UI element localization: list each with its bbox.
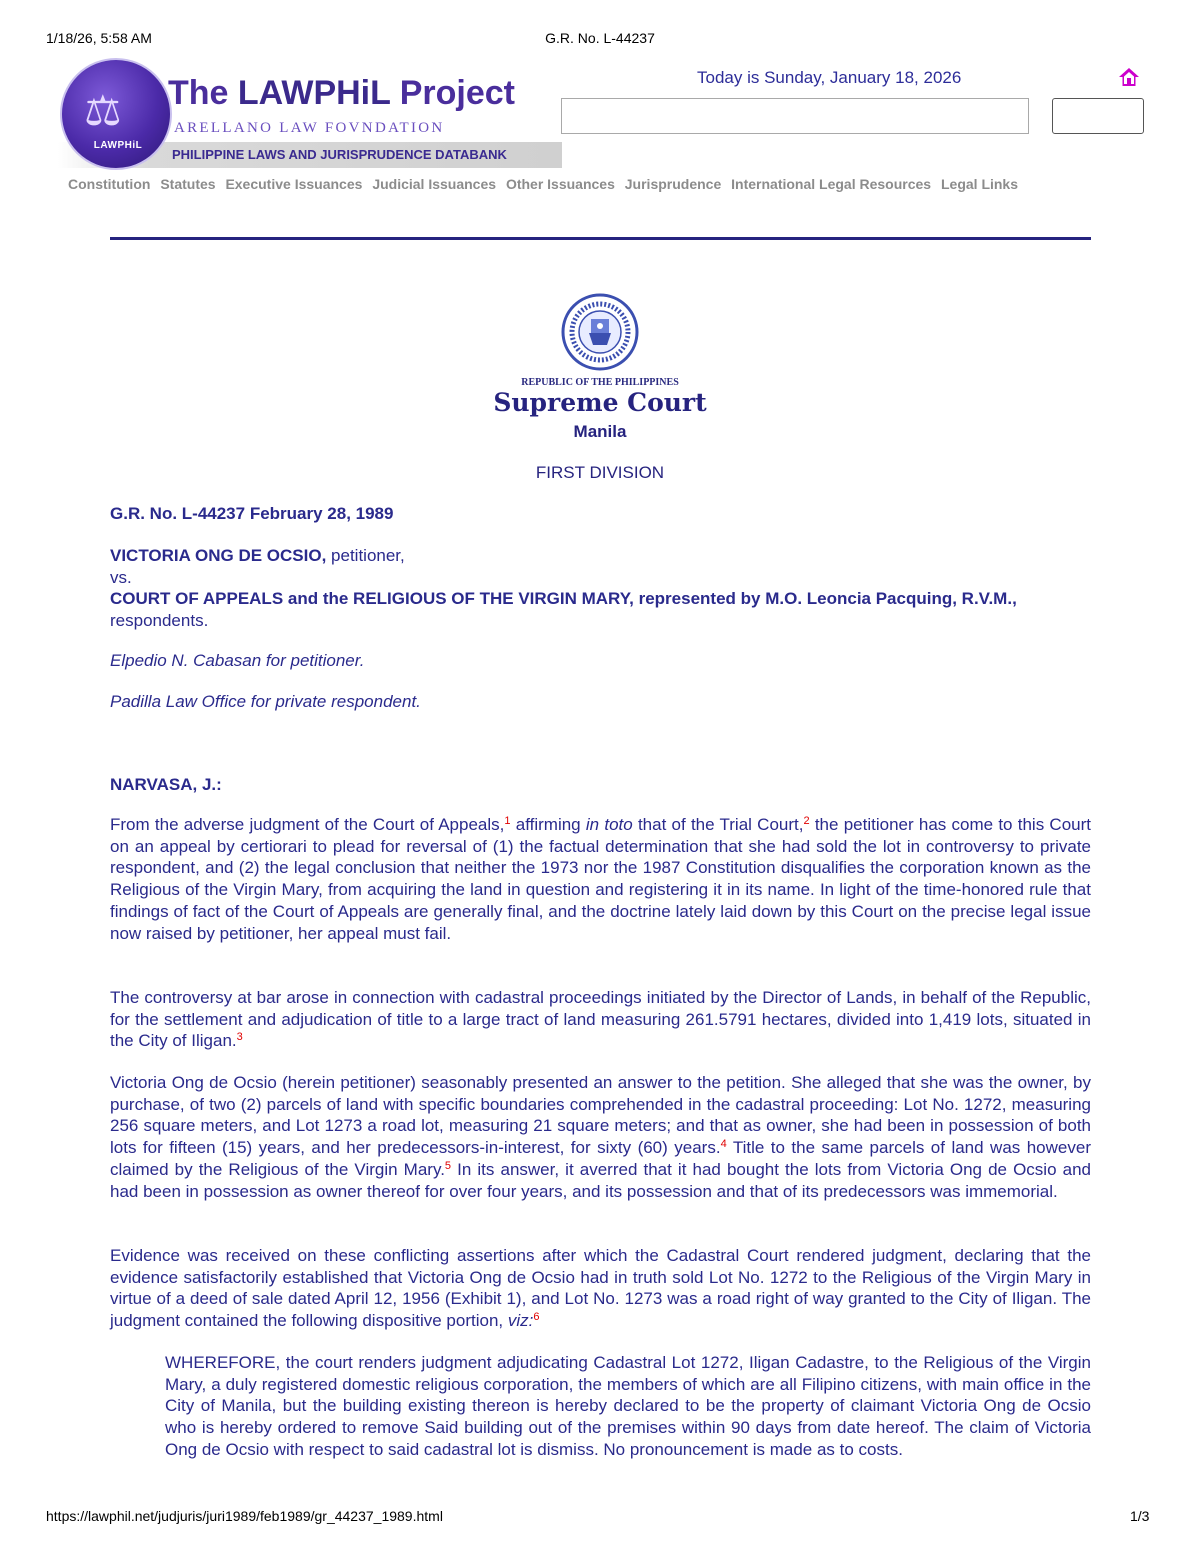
header-divider (110, 237, 1091, 240)
nav-constitution[interactable]: Constitution (68, 176, 151, 192)
search-button[interactable] (1052, 98, 1144, 134)
scales-of-justice-icon: ⚖ (84, 86, 122, 135)
case-number: G.R. No. L-44237 February 28, 1989 (110, 504, 394, 523)
logo-emblem-text: LAWPHiL (93, 140, 143, 151)
footnote-link-4[interactable]: 4 (720, 1138, 727, 1151)
nav-statutes[interactable]: Statutes (160, 176, 216, 192)
logo-subtitle: ARELLANO LAW FOVNDATION (174, 120, 445, 136)
paragraph-3: Victoria Ong de Ocsio (herein petitioner) seasonably presented an answer to the petition. She alleged that she was the owner, by purchase, of two (2) parcels of land with specific boundaries comprehended in the cadastral proceeding: Lot No. 1272, measuring 256 square meters, and Lot 1273 a road lot, measuring 21 square meters; and that as owner, she had been in possession of both lots for fifteen (15) years, and her predecessors-in-interest, for sixty (60) years.$^4$ Title to the same parcels of land was however claimed by the Religious of the Virgin Mary.$^5$ In its answer, it averred that it had bought the lots from Victoria Ong de Ocsio and had been in possession as owner thereof for over four years, and its possession and that of its predecessors was immemorial. (110, 1073, 1091, 1201)
footnote-link-2[interactable]: 2 (803, 815, 810, 827)
respondents-role: respondents. (110, 611, 209, 631)
paragraph-1: From the adverse judgment of the Court of Appeals,$^1$ affirming in toto that of the Trial Court,$^2$ the petitioner has come to this Court on an appeal by certiorari to plead for reversal of (1) the factual determination that she had sold the lot in controversy to private respondent, and (2) the legal conclusion that neither the 1973 nor the 1987 Constitution disqualifies the corporation known as the Religious of the Virgin Mary, from acquiring the land in question and registering it in its name. In light of the time-honored rule that findings of fact of the Court of Appeals are generally final, and the doctrine lately laid down by this Court on the precise legal issue now raised by petitioner, her appeal must fail. (110, 815, 1091, 943)
versus: vs. (110, 567, 132, 587)
republic-label: REPUBLIC OF THE PHILIPPINES (521, 377, 679, 388)
case-parties (110, 545, 1091, 632)
site-logo[interactable] (58, 58, 562, 170)
footnote-link-5[interactable]: 5 (444, 1159, 452, 1172)
division-label: FIRST DIVISION (535, 463, 665, 482)
dispositive-quote: WHEREFORE, the court renders judgment adjudicating Cadastral Lot 1272, Iligan Cadastre, to the Religious of the Virgin Mary, a duly registered domestic religious corporation, the members of which are all Filipino citizens, with main office in the City of Manila, but the building existing thereon is hereby declared to be the property of claimant Victoria Ong de Ocsio who is hereby ordered to remove Said building out of the premises within 90 days from date hereof. The claim of Victoria Ong de Ocsio with respect to said cadastral lot is dismiss. No pronouncement is made as to costs. (165, 1353, 1091, 1459)
home-icon[interactable] (1118, 66, 1140, 88)
today-date: Today is Sunday, January 18, 2026 (697, 68, 962, 87)
print-page-number: 1/3 (1130, 1508, 1150, 1524)
logo-emblem (60, 58, 172, 170)
court-name: Supreme Court (493, 388, 707, 417)
nav-executive-issuances[interactable]: Executive Issuances (225, 176, 363, 192)
respondents-name: COURT OF APPEALS and the RELIGIOUS OF THE VIRGIN MARY, represented by M.O. Leoncia Pacquing, R.V.M., (110, 589, 1017, 609)
ponente: NARVASA, J.: (110, 775, 222, 794)
court-city: Manila (573, 422, 627, 441)
print-title: G.R. No. L-44237 (545, 30, 655, 46)
petitioner-role: petitioner, (326, 546, 405, 565)
nav-legal-links[interactable]: Legal Links (940, 176, 1019, 192)
logo-title: The LAWPHiL Project (168, 74, 515, 112)
footnote-link-1[interactable]: 1 (504, 815, 511, 827)
paragraph-4: Evidence was received on these conflicting assertions after which the Cadastral Court rendered judgment, declaring that the evidence satisfactorily established that Victoria Ong de Ocsio had in truth sold Lot No. 1272 to the Religious of the Virgin Mary in virtue of a deed of sale dated April 12, 1956 (Exhibit 1), and Lot No. 1273 was a road right of way granted to the City of Iligan. The judgment contained the following dispositive portion, viz:$^6$ (110, 1246, 1091, 1331)
counsel-petitioner: Elpedio N. Cabasan for petitioner. (110, 651, 365, 670)
print-datetime: 1/18/26, 5:58 AM (46, 30, 152, 46)
main-nav (68, 176, 1024, 192)
counsel-respondent: Padilla Law Office for private respondent. (110, 692, 421, 711)
nav-jurisprudence[interactable]: Jurisprudence (624, 176, 722, 192)
nav-international-legal-resources[interactable]: International Legal Resources (731, 176, 932, 192)
nav-other-issuances[interactable]: Other Issuances (505, 176, 615, 192)
nav-judicial-issuances[interactable]: Judicial Issuances (372, 176, 497, 192)
paragraph-2: The controversy at bar arose in connection with cadastral proceedings initiated by the Director of Lands, in behalf of the Republic, for the settlement and adjudication of title to a large tract of land measuring 261.5791 hectares, divided into 1,419 lots, situated in the City of Iligan.$^3$ (110, 988, 1091, 1051)
petitioner-name: VICTORIA ONG DE OCSIO, (110, 546, 327, 565)
print-url: https://lawphil.net/judjuris/juri1989/feb1989/gr_44237_1989.html (46, 1508, 443, 1524)
search-input[interactable] (561, 98, 1029, 134)
supreme-court-seal-icon (561, 293, 639, 371)
logo-band-text: PHILIPPINE LAWS AND JURISPRUDENCE DATABANK (172, 147, 507, 162)
footnote-link-6[interactable]: 6 (533, 1311, 540, 1324)
footnote-link-3[interactable]: 3 (236, 1031, 243, 1044)
